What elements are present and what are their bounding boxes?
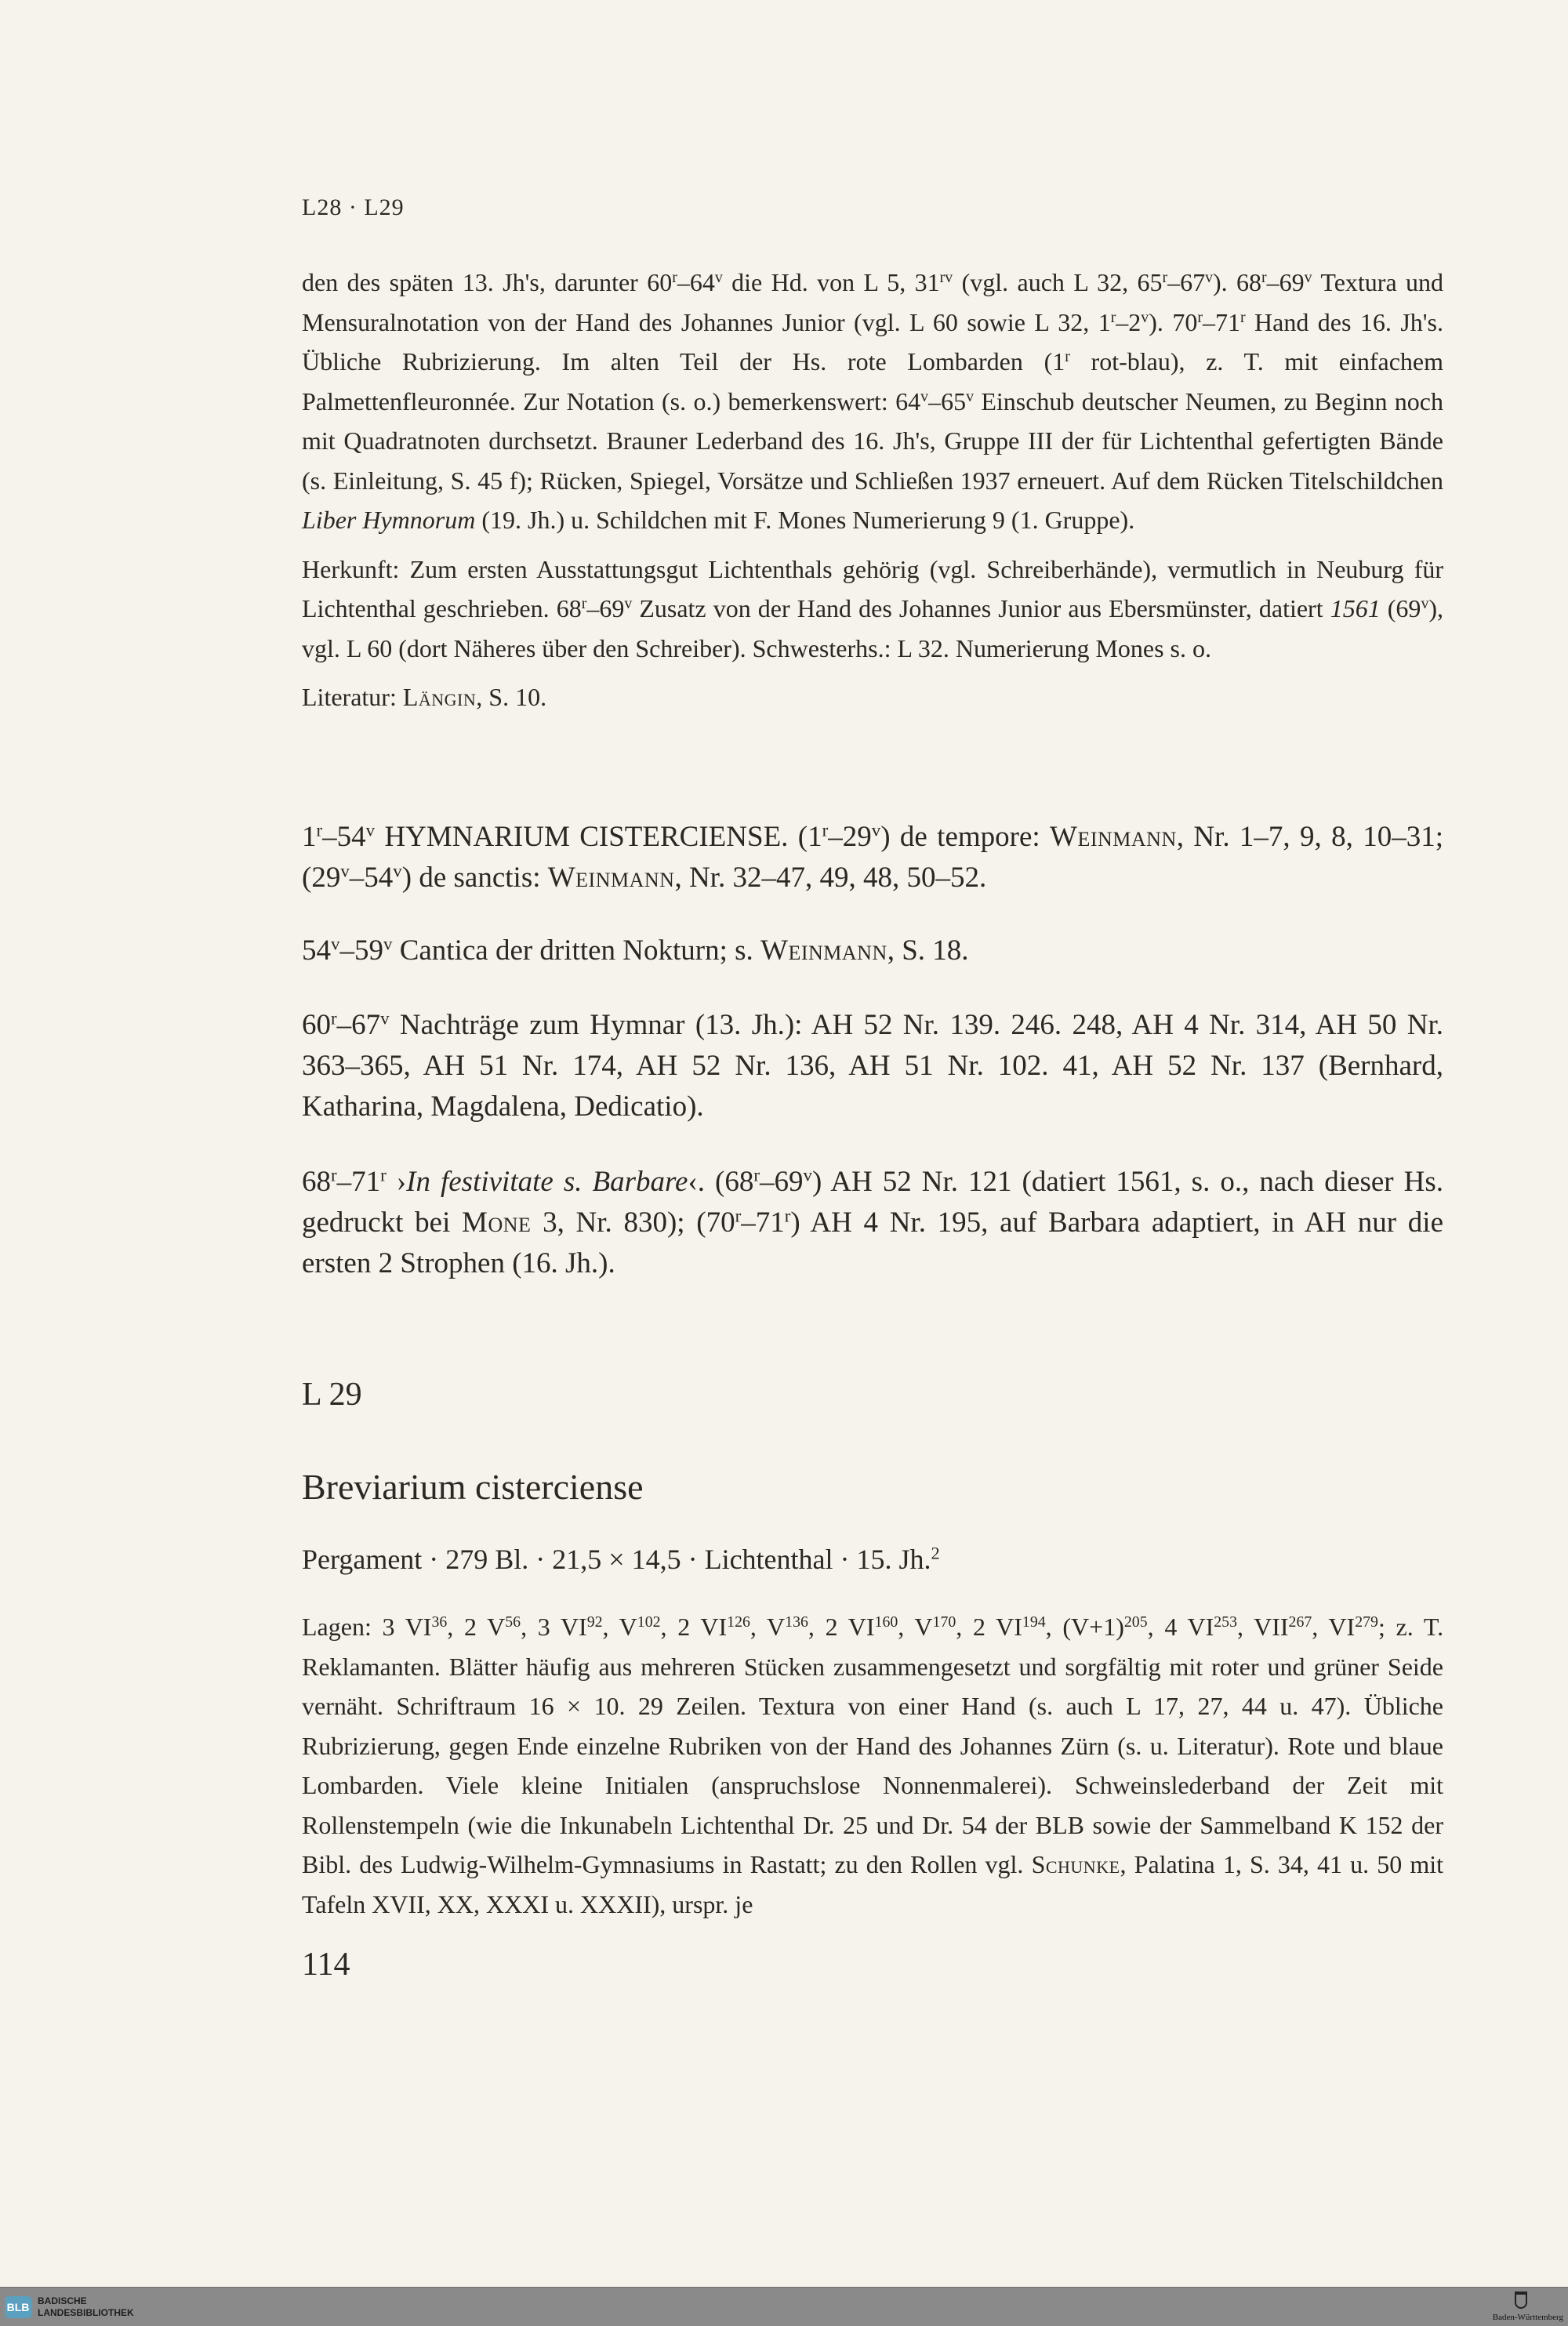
contents-entry: 68$^r$–71$^r$ ›In festivitate s. Barbare‹. (68$^r$–69$^v$) AH 52 Nr. 121 (datiert 1561, s. o., nach dieser Hs. gedruckt bei Mone 3, Nr. 830); (70$^r$–71$^r$) AH 4 Nr. 195, auf Barbara adaptiert, in AH nur die ersten 2 Strophen (16. Jh.). [302,1165,1443,1279]
provenance-paragraph: Herkunft: Zum ersten Ausstattungsgut Lichtenthals gehörig (vgl. Schreiberhände), vermutlich in Neuburg für Lichtenthal geschrieben. 68$^r$–69$^v$ Zusatz von der Hand des Johannes Junior aus Ebersmünster, datiert 1561 (69$^v$), vgl. L 60 (dort Näheres über den Schreiber). Schwesterhs.: L 32. Numerierung Mones s. o. [302,554,1444,662]
contents-entry: 54$^v$–59$^v$ Cantica der dritten Nokturn; s. Weinmann, S. 18. [302,934,969,967]
entry-title: Breviarium cisterciense [302,1467,644,1507]
page-number: 114 [302,1947,350,1983]
library-footer-bar [0,2287,1568,2326]
description-block [302,263,1443,717]
literature-paragraph: Literatur: Längin, S. 10. [302,683,547,711]
entry-meta: Pergament · 279 Bl. · 21,5 × 14,5 · Lichtenthal · 15. Jh.$^2$ [302,1543,940,1575]
running-head: L28 · L29 [302,194,405,220]
description-paragraph: den des späten 13. Jh's, darunter 60$^r$–64$^v$ die Hd. von L 5, $31^{rv}$ (vgl. auch L 32, 65$^r$–67$^v$). 68$^r$–69$^v$ Textura und Mensuralnotation von der Hand des Johannes Junior (vgl. L 60 sowie L 32, 1$^r$–2$^v$). 70$^r$–71$^r$ Hand des 16. Jh's. Übliche Rubrizierung. Im alten Teil der Hs. rote Lombarden (1$^r$ rot-blau), z. T. mit einfachem Palmettenfleuronnée. Zur Notation (s. o.) bemerkenswert: 64$^v$–65$^v$ Einschub deutscher Neumen, zu Beginn noch mit Quadratnoten durchsetzt. Brauner Lederband des 16. Jh's, Gruppe III der für Lichtenthal gefertigten Bände (s. Einleitung, S. 45 f); Rücken, Spiegel, Vorsätze und Schließen 1937 erneuert. Auf dem Rücken Titelschildchen Liber Hymnorum (19. Jh.) u. Schildchen mit F. Mones Numerierung 9 (1. Gruppe). [302,268,1444,534]
entry-signature: L 29 [302,1377,362,1413]
contents-entry: 60$^r$–67$^v$ Nachträge zum Hymnar (13. Jh.): AH 52 Nr. 139. 246. 248, AH 4 Nr. 314, AH 50 Nr. 363–365, AH 51 Nr. 174, AH 52 Nr. 136, AH 51 Nr. 102. 41, AH 52 Nr. 137 (Bernhard, Katharina, Magdalena, Dedicatio). [302,1008,1443,1123]
crest-icon [1515,2292,1527,2309]
blb-logo-icon: BLB [5,2296,31,2318]
library-name: BADISCHE LANDESBIBLIOTHEK [38,2295,134,2318]
entry-description: Lagen: 3 VI$^{36}$, 2 $V^{56}$, 3 VI$^{92}$, $V^{102}$, 2 VI$^{126}$, $V^{136}$, 2 VI$^{160}$, $V^{170}$, 2 VI$^{194}$, $(V+1)^{205}$, 4 VI$^{253}$, VII$^{267}$, VI$^{279}$; z. T. Reklamanten. Blätter häufig aus mehreren Stücken zusammengesetzt und sorgfältig mit roter und grüner Seide vernäht. Schriftraum 16 × 10. 29 Zeilen. Textura von einer Hand (s. auch L 17, 27, 44 u. 47). Übliche Rubrizierung, gegen Ende einzelne Rubriken von der Hand des Johannes Zürn (s. u. Literatur). Rote und blaue Lombarden. Viele kleine Initialen (anspruchslose Nonnenmalerei). Schweinslederband der Zeit mit Rollenstempeln (wie die Inkunabeln Lichtenthal Dr. 25 und Dr. 54 der BLB sowie der Sammelband K 152 der Bibl. des Ludwig-Wilhelm-Gymnasiums in Rastatt; zu den Rollen vgl. Schunke, Palatina 1, S. 34, 41 u. 50 mit Tafeln XVII, XX, XXXI u. XXXII), urspr. je [302,1613,1444,1918]
state-label: Baden-Württemberg [1492,2313,1563,2322]
contents-entry: 1$^r$–54$^v$ HYMNARIUM CISTERCIENSE. (1$^r$–29$^v$) de tempore: Weinmann, Nr. 1–7, 9, 8, 10–31; (29$^v$–54$^v$) de sanctis: Weinmann, Nr. 32–47, 49, 48, 50–52. [302,820,1444,894]
